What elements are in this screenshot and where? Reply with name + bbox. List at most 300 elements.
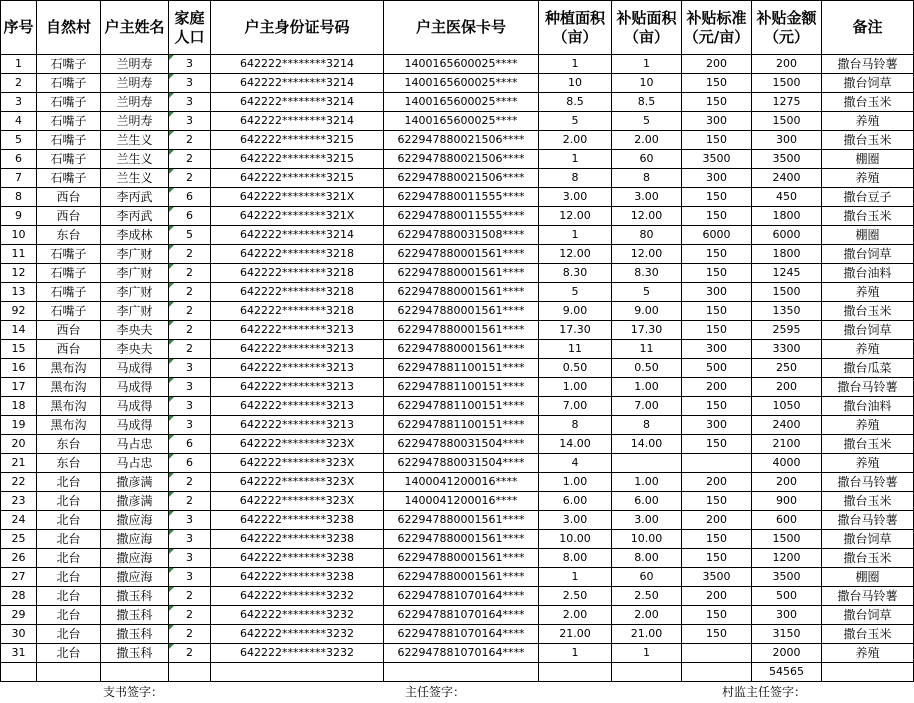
village-cell: 石嘴子 [37,302,101,321]
householder-cell: 撒彦满 [101,473,169,492]
subsidy-area-cell: 6.00 [612,492,682,511]
subsidy-amount-cell: 1200 [752,549,822,568]
village-cell: 石嘴子 [37,245,101,264]
index-cell: 92 [1,302,37,321]
remarks-cell: 撒台马铃薯 [822,55,914,74]
subsidy-amount-cell: 450 [752,188,822,207]
subsidy-amount-cell: 3300 [752,340,822,359]
subsidy-amount-cell: 1275 [752,93,822,112]
subsidy-area-cell: 12.00 [612,245,682,264]
subsidy-amount-cell: 3500 [752,150,822,169]
id-number-cell: 642222********3213 [211,397,384,416]
householder-cell: 兰明寿 [101,74,169,93]
subsidy-rate-cell: 150 [682,93,752,112]
planting-area-cell: 1 [539,226,612,245]
village-cell: 石嘴子 [37,93,101,112]
id-number-cell: 642222********323X [211,435,384,454]
total-row [1,663,914,682]
remarks-cell: 撒台油料 [822,397,914,416]
village-cell: 东台 [37,226,101,245]
subsidy-rate-cell: 3500 [682,568,752,587]
village-cell: 石嘴子 [37,169,101,188]
remarks-cell: 棚圈 [822,568,914,587]
medical-card-cell: 622947881070164**** [384,625,539,644]
subsidy-rate-cell: 150 [682,321,752,340]
total-blank-cell [384,663,539,682]
family-size-cell: 2 [169,606,211,625]
index-cell: 3 [1,93,37,112]
medical-card-cell: 622947880001561**** [384,568,539,587]
family-size-cell: 6 [169,454,211,473]
index-cell: 11 [1,245,37,264]
planting-area-cell: 8.5 [539,93,612,112]
subsidy-area-cell: 1.00 [612,378,682,397]
medical-card-cell: 622947880001561**** [384,245,539,264]
householder-cell: 马占忠 [101,454,169,473]
family-size-cell: 3 [169,74,211,93]
householder-cell: 马成得 [101,397,169,416]
index-cell: 15 [1,340,37,359]
householder-cell: 李央夫 [101,340,169,359]
index-cell: 31 [1,644,37,663]
medical-card-cell: 622947880021506**** [384,169,539,188]
remarks-cell: 撒台玉米 [822,302,914,321]
index-cell: 10 [1,226,37,245]
householder-cell: 李丙武 [101,188,169,207]
planting-area-cell: 8 [539,416,612,435]
subsidy-rate-cell: 200 [682,587,752,606]
total-blank-cell [822,663,914,682]
index-cell: 8 [1,188,37,207]
total-blank-cell [169,663,211,682]
subsidy-area-cell: 8.00 [612,549,682,568]
family-size-cell: 6 [169,435,211,454]
householder-cell: 兰明寿 [101,112,169,131]
index-cell: 1 [1,55,37,74]
table-row [1,226,914,245]
medical-card-cell: 622947881100151**** [384,416,539,435]
table-row [1,283,914,302]
householder-cell: 撒玉科 [101,625,169,644]
family-size-cell: 3 [169,549,211,568]
village-cell: 北台 [37,511,101,530]
table-row [1,492,914,511]
subsidy-area-cell: 8 [612,169,682,188]
medical-card-cell: 622947880031504**** [384,454,539,473]
header-row [1,1,914,55]
col-header-medical-card: 户主医保卡号 [384,1,539,55]
subsidy-amount-cell: 6000 [752,226,822,245]
id-number-cell: 642222********3214 [211,226,384,245]
subsidy-rate-cell: 200 [682,511,752,530]
id-number-cell: 642222********323X [211,454,384,473]
householder-cell: 撒应海 [101,511,169,530]
table-body [1,55,914,663]
subsidy-rate-cell: 150 [682,264,752,283]
planting-area-cell: 2.50 [539,587,612,606]
village-cell: 东台 [37,435,101,454]
subsidy-area-cell: 14.00 [612,435,682,454]
householder-cell: 撒玉科 [101,644,169,663]
index-cell: 25 [1,530,37,549]
subsidy-area-cell: 80 [612,226,682,245]
table-row [1,150,914,169]
village-cell: 石嘴子 [37,150,101,169]
householder-cell: 撒应海 [101,568,169,587]
planting-area-cell: 3.00 [539,188,612,207]
subsidy-amount-cell: 200 [752,378,822,397]
subsidy-area-cell: 2.00 [612,606,682,625]
subsidy-rate-cell: 150 [682,397,752,416]
remarks-cell: 养殖 [822,283,914,302]
village-cell: 北台 [37,492,101,511]
remarks-cell: 撒台玉米 [822,492,914,511]
remarks-cell: 养殖 [822,416,914,435]
family-size-cell: 2 [169,245,211,264]
id-number-cell: 642222********3214 [211,55,384,74]
table-row [1,131,914,150]
index-cell: 28 [1,587,37,606]
id-number-cell: 642222********3215 [211,131,384,150]
remarks-cell: 撒台饲草 [822,321,914,340]
subsidy-area-cell: 10.00 [612,530,682,549]
id-number-cell: 642222********3232 [211,587,384,606]
id-number-cell: 642222********3213 [211,321,384,340]
total-amount-cell: 54565 [752,663,822,682]
subsidy-rate-cell: 150 [682,188,752,207]
family-size-cell: 3 [169,55,211,74]
medical-card-cell: 622947880001561**** [384,511,539,530]
index-cell: 2 [1,74,37,93]
index-cell: 13 [1,283,37,302]
medical-card-cell: 622947880021506**** [384,131,539,150]
village-cell: 黑布沟 [37,397,101,416]
table-row [1,378,914,397]
village-cell: 黑布沟 [37,378,101,397]
subsidy-amount-cell: 3500 [752,568,822,587]
id-number-cell: 642222********3238 [211,568,384,587]
subsidy-rate-cell: 3500 [682,150,752,169]
subsidy-amount-cell: 4000 [752,454,822,473]
planting-area-cell: 9.00 [539,302,612,321]
subsidy-area-cell: 8.30 [612,264,682,283]
id-number-cell: 642222********3214 [211,112,384,131]
householder-cell: 撒应海 [101,549,169,568]
id-number-cell: 642222********3213 [211,416,384,435]
col-header-index: 序号 [1,1,37,55]
signature-line [0,682,914,703]
index-cell: 23 [1,492,37,511]
subsidy-area-cell: 1 [612,644,682,663]
householder-cell: 李丙武 [101,207,169,226]
index-cell: 12 [1,264,37,283]
table-row [1,302,914,321]
family-size-cell: 2 [169,587,211,606]
subsidy-area-cell: 3.00 [612,511,682,530]
subsidy-area-cell: 60 [612,568,682,587]
subsidy-rate-cell: 200 [682,473,752,492]
subsidy-area-cell: 60 [612,150,682,169]
remarks-cell: 撒台马铃薯 [822,378,914,397]
id-number-cell: 642222********3213 [211,359,384,378]
subsidy-rate-cell: 300 [682,169,752,188]
remarks-cell: 撒台饲草 [822,530,914,549]
table-row [1,606,914,625]
medical-card-cell: 1400041200016**** [384,492,539,511]
family-size-cell: 2 [169,625,211,644]
subsidy-rate-cell: 6000 [682,226,752,245]
total-blank-cell [1,663,37,682]
subsidy-amount-cell: 600 [752,511,822,530]
subsidy-amount-cell: 2400 [752,169,822,188]
family-size-cell: 2 [169,283,211,302]
subsidy-amount-cell: 1050 [752,397,822,416]
village-cell: 石嘴子 [37,112,101,131]
planting-area-cell: 2.00 [539,606,612,625]
village-cell: 黑布沟 [37,359,101,378]
medical-card-cell: 622947880011555**** [384,188,539,207]
col-header-family-size: 家庭人口 [169,1,211,55]
medical-card-cell: 622947881100151**** [384,378,539,397]
medical-card-cell: 1400041200016**** [384,473,539,492]
village-cell: 石嘴子 [37,283,101,302]
table-row [1,55,914,74]
medical-card-cell: 622947881070164**** [384,644,539,663]
subsidy-area-cell: 8 [612,416,682,435]
planting-area-cell: 7.00 [539,397,612,416]
subsidy-rate-cell [682,644,752,663]
id-number-cell: 642222********3218 [211,264,384,283]
householder-cell: 撒玉科 [101,606,169,625]
planting-area-cell: 1 [539,568,612,587]
col-header-subsidy-area: 补贴面积（亩） [612,1,682,55]
householder-cell: 马成得 [101,378,169,397]
householder-cell: 马成得 [101,359,169,378]
id-number-cell: 642222********323X [211,473,384,492]
householder-cell: 撒彦满 [101,492,169,511]
table-row [1,93,914,112]
total-blank-cell [211,663,384,682]
planting-area-cell: 21.00 [539,625,612,644]
remarks-cell: 撒台马铃薯 [822,587,914,606]
table-row [1,454,914,473]
householder-cell: 兰明寿 [101,55,169,74]
village-cell: 北台 [37,644,101,663]
planting-area-cell: 5 [539,112,612,131]
remarks-cell: 撒台油料 [822,264,914,283]
col-header-village: 自然村 [37,1,101,55]
village-cell: 东台 [37,454,101,473]
family-size-cell: 6 [169,188,211,207]
index-cell: 5 [1,131,37,150]
subsidy-amount-cell: 250 [752,359,822,378]
family-size-cell: 2 [169,492,211,511]
family-size-cell: 3 [169,568,211,587]
family-size-cell: 2 [169,302,211,321]
remarks-cell: 撒台饲草 [822,74,914,93]
village-cell: 石嘴子 [37,264,101,283]
subsidy-area-cell: 1 [612,55,682,74]
index-cell: 16 [1,359,37,378]
subsidy-amount-cell: 1500 [752,74,822,93]
remarks-cell: 养殖 [822,644,914,663]
col-header-remarks: 备注 [822,1,914,55]
planting-area-cell: 6.00 [539,492,612,511]
supervisor-signature-label: 村监主任签字： [722,685,807,699]
family-size-cell: 3 [169,511,211,530]
householder-cell: 撒玉科 [101,587,169,606]
medical-card-cell: 622947881100151**** [384,359,539,378]
table-row [1,473,914,492]
medical-card-cell: 622947880001561**** [384,264,539,283]
planting-area-cell: 1.00 [539,473,612,492]
index-cell: 19 [1,416,37,435]
remarks-cell: 养殖 [822,340,914,359]
id-number-cell: 642222********3232 [211,606,384,625]
subsidy-rate-cell: 300 [682,340,752,359]
subsidy-amount-cell: 1800 [752,245,822,264]
table-row [1,397,914,416]
subsidy-rate-cell: 150 [682,625,752,644]
subsidy-area-cell: 12.00 [612,207,682,226]
index-cell: 27 [1,568,37,587]
subsidy-amount-cell: 300 [752,606,822,625]
planting-area-cell: 3.00 [539,511,612,530]
subsidy-area-cell: 9.00 [612,302,682,321]
id-number-cell: 642222********3214 [211,74,384,93]
subsidy-rate-cell: 150 [682,530,752,549]
total-blank-cell [101,663,169,682]
table-row [1,416,914,435]
village-cell: 北台 [37,473,101,492]
subsidy-rate-cell: 150 [682,131,752,150]
remarks-cell: 撒台饲草 [822,606,914,625]
subsidy-rate-cell: 150 [682,606,752,625]
id-number-cell: 642222********323X [211,492,384,511]
planting-area-cell: 4 [539,454,612,473]
planting-area-cell: 12.00 [539,207,612,226]
subsidy-rate-cell: 200 [682,378,752,397]
subsidy-area-cell [612,454,682,473]
id-number-cell: 642222********3218 [211,283,384,302]
family-size-cell: 3 [169,378,211,397]
index-cell: 9 [1,207,37,226]
id-number-cell: 642222********3213 [211,340,384,359]
table-row [1,568,914,587]
medical-card-cell: 622947880001561**** [384,302,539,321]
table-row [1,644,914,663]
planting-area-cell: 0.50 [539,359,612,378]
subsidy-amount-cell: 900 [752,492,822,511]
subsidy-amount-cell: 300 [752,131,822,150]
family-size-cell: 2 [169,150,211,169]
subsidy-amount-cell: 1500 [752,283,822,302]
subsidy-amount-cell: 1500 [752,530,822,549]
id-number-cell: 642222********3218 [211,245,384,264]
subsidy-rate-cell: 300 [682,416,752,435]
id-number-cell: 642222********3218 [211,302,384,321]
table-row [1,359,914,378]
householder-cell: 撒应海 [101,530,169,549]
family-size-cell: 2 [169,169,211,188]
planting-area-cell: 8.00 [539,549,612,568]
table-row [1,207,914,226]
id-number-cell: 642222********3215 [211,169,384,188]
family-size-cell: 2 [169,473,211,492]
medical-card-cell: 622947880001561**** [384,549,539,568]
planting-area-cell: 2.00 [539,131,612,150]
householder-cell: 马成得 [101,416,169,435]
index-cell: 20 [1,435,37,454]
family-size-cell: 5 [169,226,211,245]
remarks-cell: 棚圈 [822,150,914,169]
householder-cell: 李央夫 [101,321,169,340]
total-blank-cell [682,663,752,682]
subsidy-area-cell: 17.30 [612,321,682,340]
subsidy-area-cell: 0.50 [612,359,682,378]
remarks-cell: 撒台瓜菜 [822,359,914,378]
table-row [1,530,914,549]
table-row [1,112,914,131]
id-number-cell: 642222********3214 [211,93,384,112]
id-number-cell: 642222********3232 [211,644,384,663]
col-header-id-number: 户主身份证号码 [211,1,384,55]
subsidy-rate-cell: 150 [682,207,752,226]
table-row [1,511,914,530]
subsidy-amount-cell: 200 [752,473,822,492]
village-cell: 北台 [37,568,101,587]
village-cell: 石嘴子 [37,55,101,74]
index-cell: 30 [1,625,37,644]
householder-cell: 李广财 [101,264,169,283]
index-cell: 6 [1,150,37,169]
subsidy-area-cell: 8.5 [612,93,682,112]
family-size-cell: 2 [169,264,211,283]
householder-cell: 李广财 [101,245,169,264]
remarks-cell: 撒台玉米 [822,131,914,150]
village-cell: 北台 [37,549,101,568]
subsidy-area-cell: 3.00 [612,188,682,207]
remarks-cell: 撒台玉米 [822,549,914,568]
subsidy-amount-cell: 1800 [752,207,822,226]
secretary-signature-label: 支书签字： [103,685,164,699]
family-size-cell: 2 [169,644,211,663]
index-cell: 18 [1,397,37,416]
village-cell: 黑布沟 [37,416,101,435]
index-cell: 29 [1,606,37,625]
planting-area-cell: 1 [539,150,612,169]
table-row [1,321,914,340]
remarks-cell: 撒台饲草 [822,245,914,264]
index-cell: 24 [1,511,37,530]
table-row [1,74,914,93]
col-header-planting-area: 种植面积（亩） [539,1,612,55]
subsidy-amount-cell: 1245 [752,264,822,283]
subsidy-rate-cell: 200 [682,55,752,74]
subsidy-amount-cell: 2100 [752,435,822,454]
family-size-cell: 3 [169,112,211,131]
subsidy-area-cell: 21.00 [612,625,682,644]
table-row [1,340,914,359]
householder-cell: 李成林 [101,226,169,245]
id-number-cell: 642222********3238 [211,549,384,568]
subsidy-rate-cell: 150 [682,74,752,93]
medical-card-cell: 1400165600025**** [384,55,539,74]
subsidy-amount-cell: 2595 [752,321,822,340]
remarks-cell: 棚圈 [822,226,914,245]
id-number-cell: 642222********321X [211,207,384,226]
village-cell: 西台 [37,321,101,340]
